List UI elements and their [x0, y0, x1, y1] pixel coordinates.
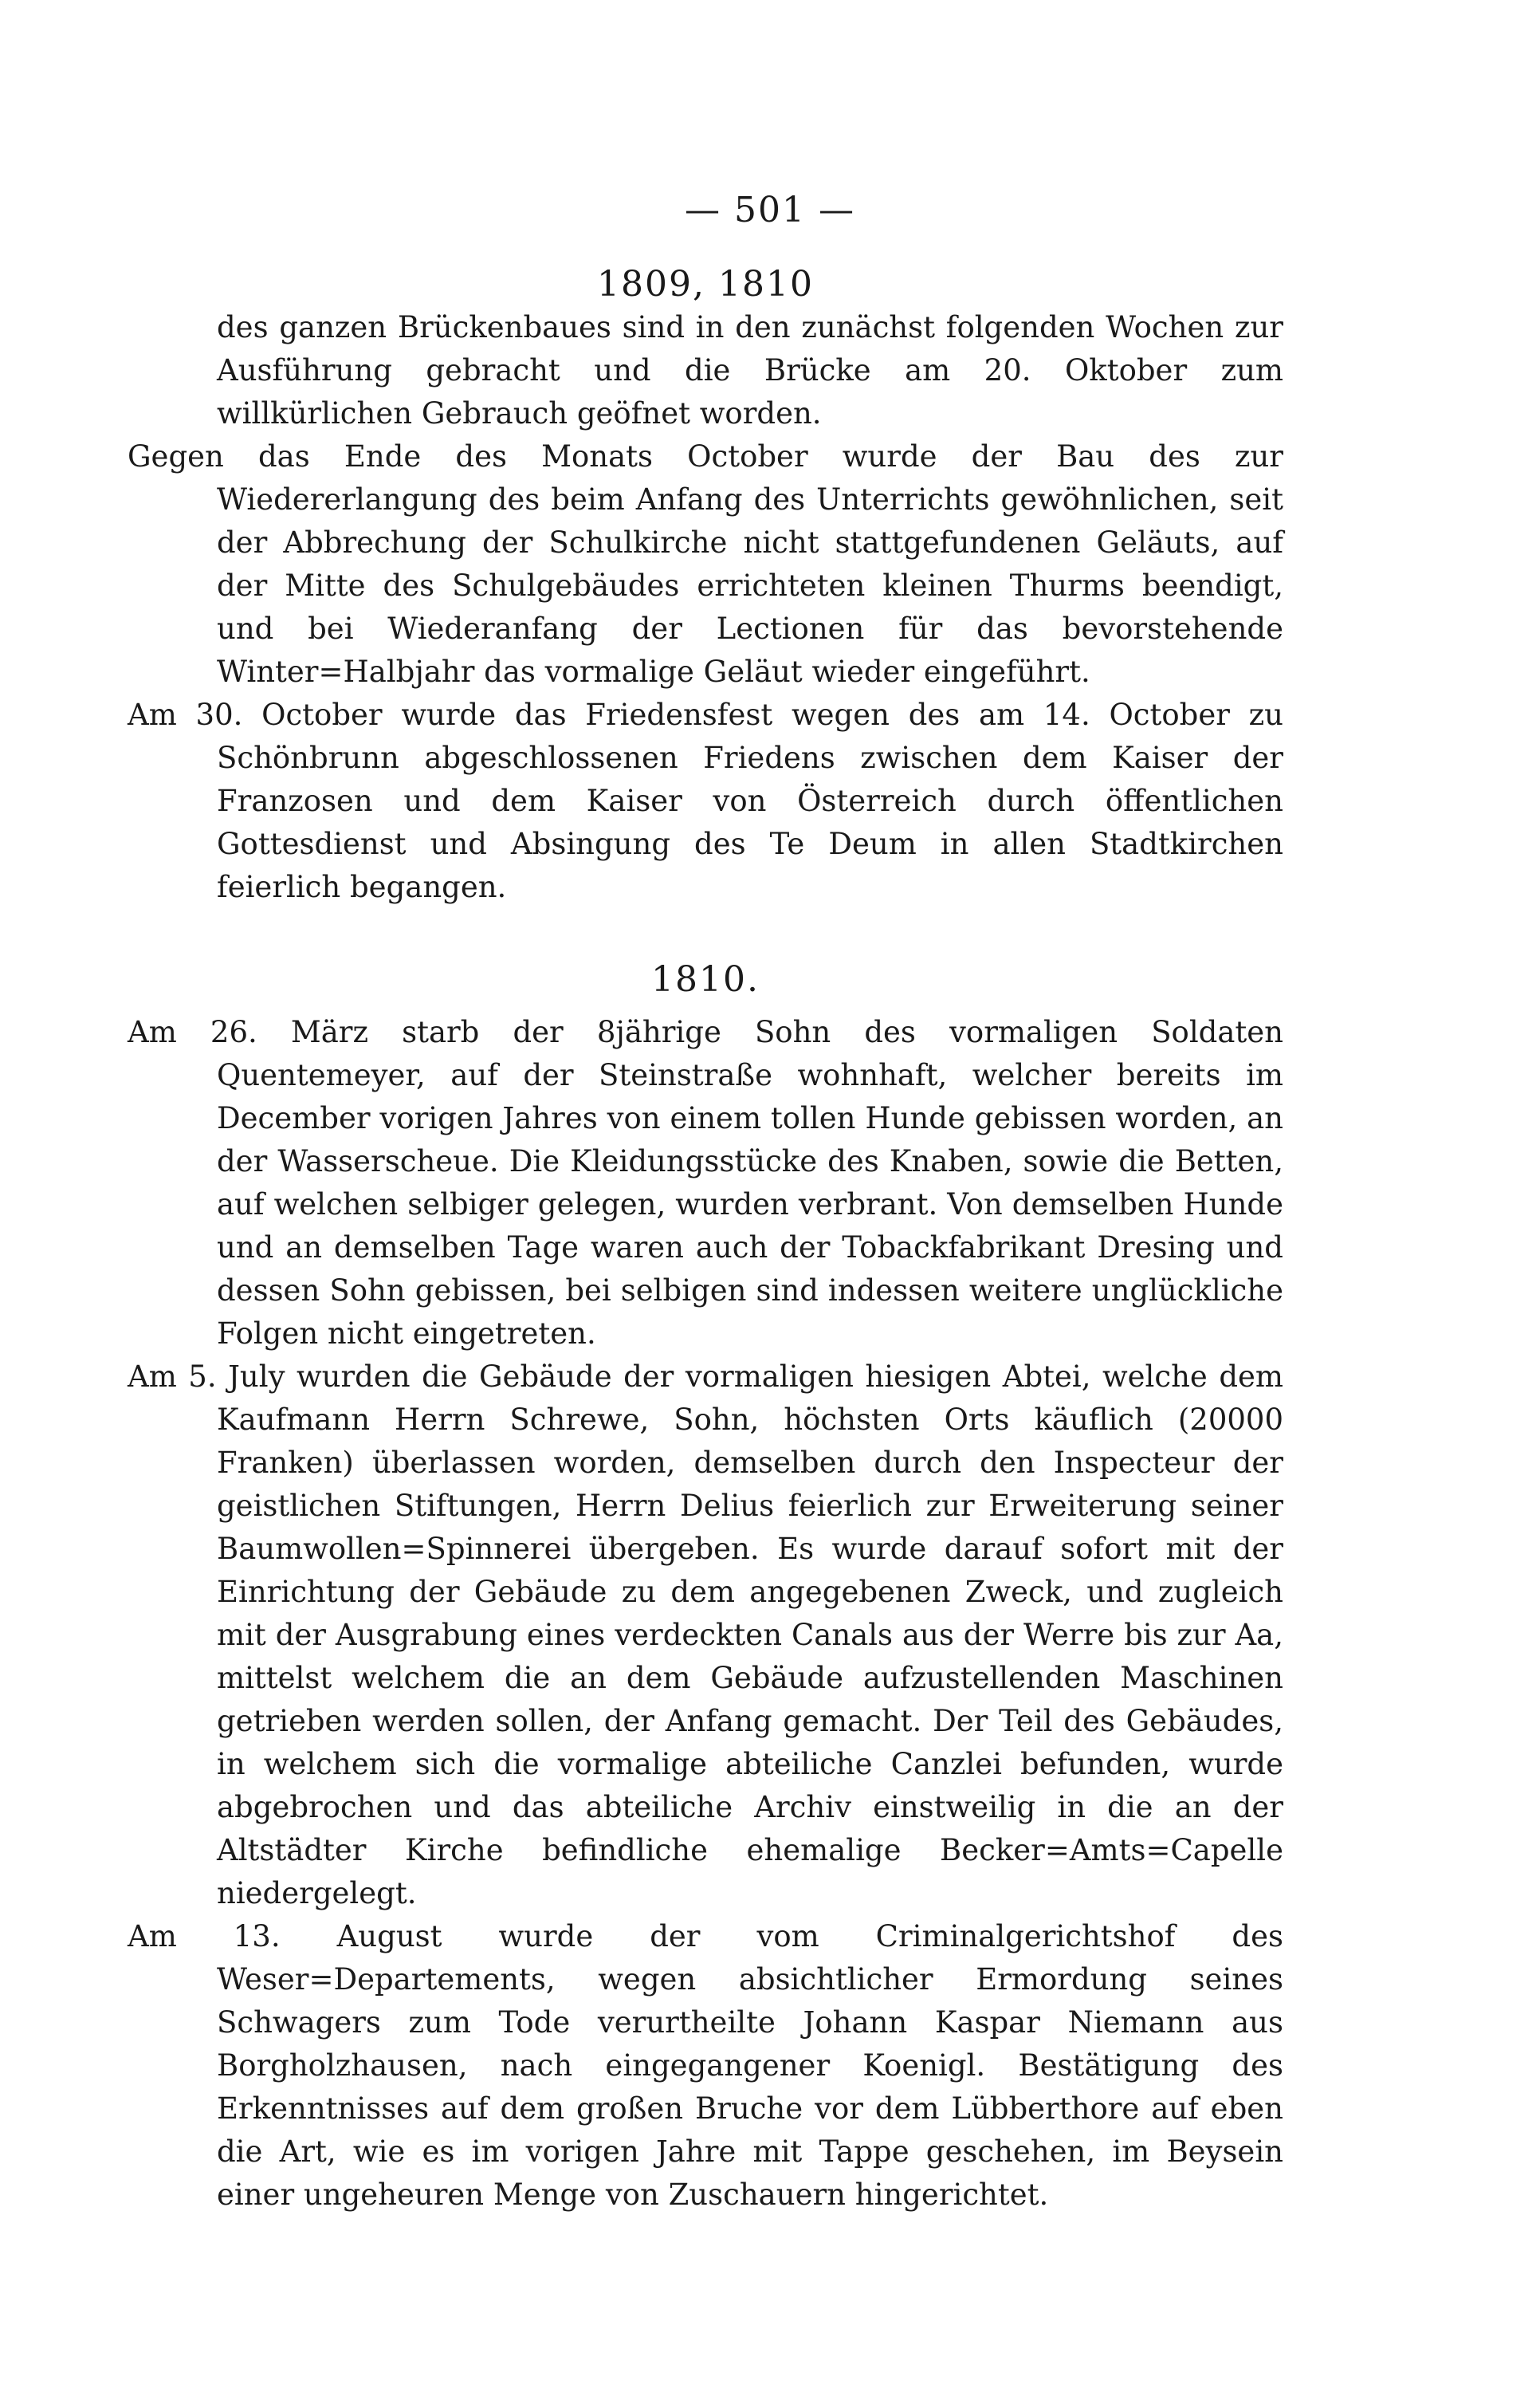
section-1810: [128, 958, 1283, 2217]
paragraph: Gegen das Ende des Monats October wurde der Bau des zur Wiedererlangung des beim Anfang des Unterrichts gewöhnlichen, seit der Abbrechung der Schulkirche nicht stattgefundenen Geläuts, auf der Mitte des Schulgebäudes errichteten kleinen Thurms beendigt, und bei Wiederanfang der Lectionen für das bevorstehende Winter=Halbjahr das vormalige Geläut wieder eingeführt.: [128, 439, 1283, 689]
year-heading: 1810.: [651, 959, 760, 1000]
paragraph: Am 5. July wurden die Gebäude der vormaligen hiesigen Abtei, welche dem Kaufmann Herrn Schrewe, Sohn, höchsten Orts käuflich (20000 Franken) überlassen worden, demselben durch den Inspecteur der geistlichen Stiftungen, Herrn Delius feierlich zur Erweiterung seiner Baumwollen=Spinnerei übergeben. Es wurde darauf sofort mit der Einrichtung der Gebäude zu dem angegebenen Zweck, und zugleich mit der Ausgrabung eines verdeckten Canals aus der Werre bis zur Aa, mittelst welchem die an dem Gebäude aufzustellenden Maschinen getrieben werden sollen, der Anfang gemacht. Der Teil des Gebäudes, in welchem sich die vormalige abteiliche Canzlei befunden, wurde abgebrochen und das abteiliche Archiv einstweilig in die an der Altstädter Kirche befindliche ehemalige Becker=Amts=Capelle niedergelegt.: [128, 1359, 1283, 1910]
paragraph: Am 13. August wurde der vom Criminalgerichtshof des Weser=Departements, wegen absichtlicher Ermordung seines Schwagers zum Tode verurtheilte Johann Kaspar Niemann aus Borgholzhausen, nach eingegangener Koenigl. Bestätigung des Erkenntnisses auf dem großen Bruche vor dem Lübberthore auf eben die Art, wie es im vorigen Jahre mit Tappe geschehen, im Beysein einer ungeheuren Menge von Zuschauern hingerichtet.: [128, 1919, 1283, 2212]
section-1809-1810: [128, 263, 1283, 909]
paragraph: Am 30. October wurde das Friedensfest wegen des am 14. October zu Schönbrunn abgeschlossenen Friedens zwischen dem Kaiser der Franzosen und dem Kaiser von Österreich durch öffentlichen Gottesdienst und Absingung des Te Deum in allen Stadtkirchen feierlich begangen.: [128, 698, 1283, 904]
year-heading: 1809, 1810: [597, 264, 814, 305]
paragraph: Am 26. März starb der 8jährige Sohn des vormaligen Soldaten Quentemeyer, auf der Steinstraße wohnhaft, welcher bereits im December vorigen Jahres von einem tollen Hunde gebissen worden, an der Wasserscheue. Die Kleidungsstücke des Knaben, sowie die Betten, auf welchen selbiger gelegen, wurden verbrant. Von demselben Hunde und an demselben Tage waren auch der Tobackfabrikant Dresing und dessen Sohn gebissen, bei selbigen sind indessen weitere unglückliche Folgen nicht eingetreten.: [128, 1015, 1283, 1351]
paragraph: des ganzen Brückenbaues sind in den zunächst folgenden Wochen zur Ausführung gebracht und die Brücke am 20. Oktober zum willkürlichen Gebrauch geöfnet worden.: [217, 310, 1283, 431]
page-number: — 501 —: [685, 190, 855, 230]
